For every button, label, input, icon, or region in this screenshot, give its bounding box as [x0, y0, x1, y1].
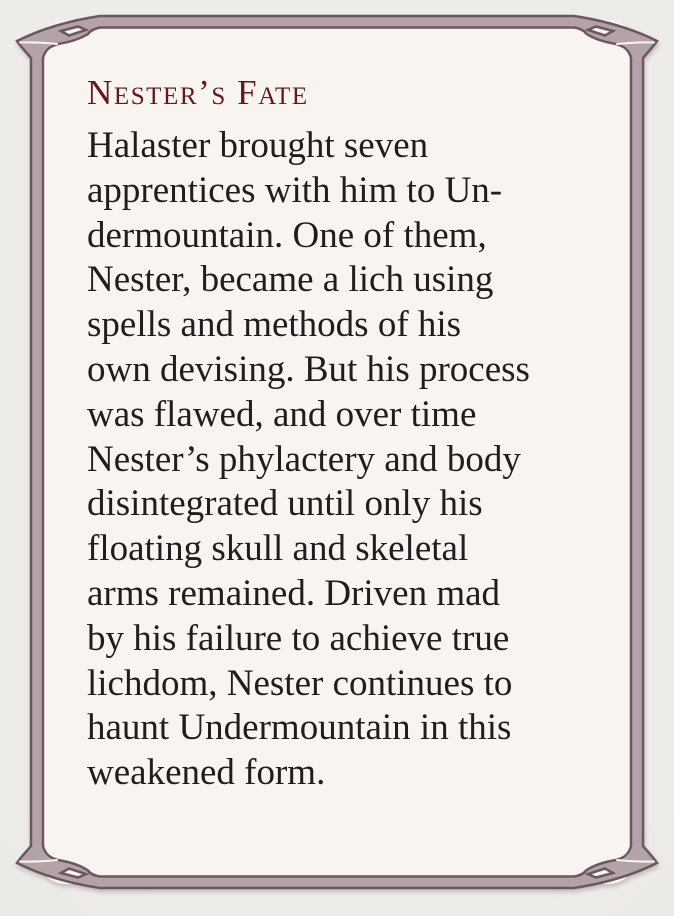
body-line: by his failure to achieve true — [87, 617, 510, 659]
body-line: Halaster brought seven — [87, 125, 429, 166]
body-line: disintegrated until only his — [87, 483, 483, 525]
body-line: apprentices with him to Un- — [87, 169, 503, 211]
panel-body — [87, 124, 592, 796]
body-line: own devising. But his process — [87, 348, 530, 390]
body-line: lichdom, Nester continues to — [87, 662, 513, 704]
body-line: floating skull and skeletal — [87, 528, 469, 570]
body-line: Nester’s phylactery and body — [87, 438, 521, 480]
body-line: spells and methods of his — [87, 304, 462, 346]
body-line: dermountain. One of them, — [87, 214, 487, 256]
body-line: weakened form. — [87, 752, 326, 794]
body-line: was flawed, and over time — [87, 393, 477, 435]
body-line: arms remained. Driven mad — [87, 572, 501, 614]
panel-title: Nester’s Fate — [87, 73, 309, 112]
body-line: Nester, became a lich using — [87, 259, 494, 301]
body-line: haunt Undermountain in this — [87, 707, 512, 749]
sidebar-callout — [87, 74, 592, 796]
